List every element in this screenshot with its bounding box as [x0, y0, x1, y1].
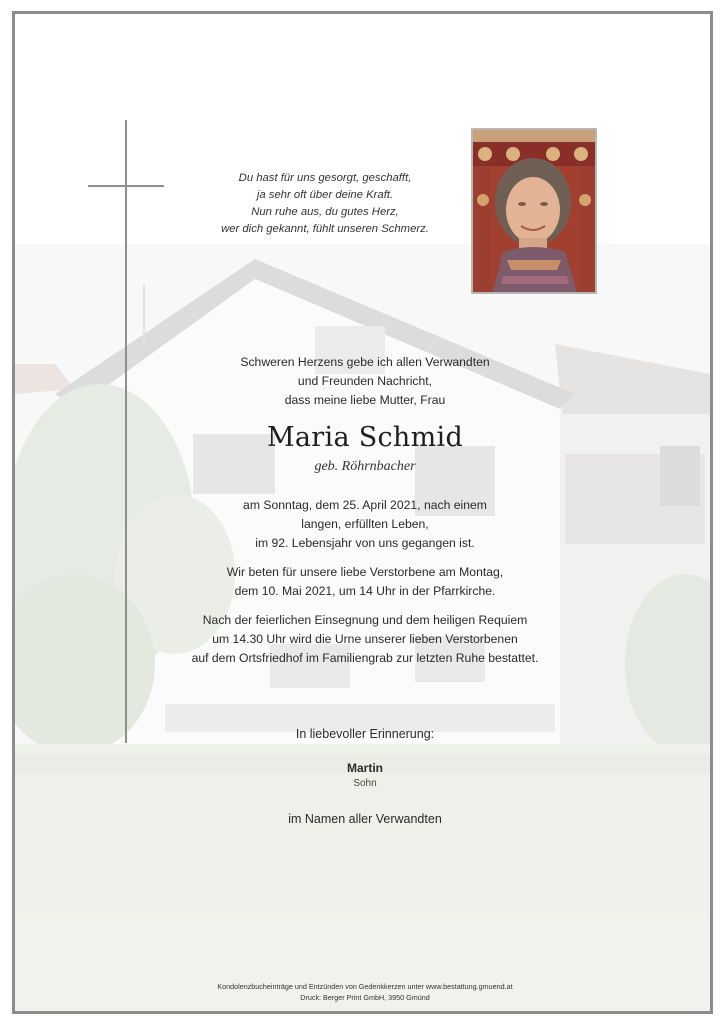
- burial-line: um 14.30 Uhr wird die Urne unserer lieben Verstorbenen: [212, 632, 518, 646]
- burial-line: auf dem Ortsfriedhof im Familiengrab zur letzten Ruhe bestattet.: [191, 651, 539, 665]
- mass-line: Wir beten für unsere liebe Verstorbene am Montag,: [226, 565, 504, 579]
- memorial-poem: [185, 170, 465, 238]
- prayer-notice: [165, 563, 565, 601]
- intro-line: dass meine liebe Mutter, Frau: [284, 393, 446, 407]
- mourner-relation: Sohn: [353, 778, 377, 789]
- death-line: im 92. Lebensjahr von uns gegangen ist.: [255, 536, 475, 550]
- deceased-birth-name: geb. Röhrnbacher: [314, 459, 416, 474]
- footer-condolence-line: Kondolenzbucheinträge und Entzünden von Gedenkkerzen unter www.bestattung.gmuend.at: [217, 982, 513, 991]
- cross-vertical-bar: [125, 120, 127, 743]
- poem-line: wer dich gekannt, fühlt unseren Schmerz.: [221, 223, 429, 235]
- cross-horizontal-bar: [88, 185, 164, 187]
- relatives-line: im Namen aller Verwandten: [288, 812, 442, 826]
- death-notice: [165, 496, 565, 553]
- announcement-intro: [165, 353, 565, 410]
- deceased-name: Maria Schmid: [266, 422, 464, 453]
- intro-line: Schweren Herzens gebe ich allen Verwandten: [240, 355, 490, 369]
- death-line: am Sonntag, dem 25. April 2021, nach einem: [243, 498, 487, 512]
- poem-line: ja sehr oft über deine Kraft.: [256, 189, 394, 201]
- mourner-name: Martin: [347, 761, 383, 775]
- portrait-photo: [471, 128, 597, 294]
- burial-line: Nach der feierlichen Einsegnung und dem heiligen Requiem: [202, 613, 528, 627]
- footer: [165, 981, 565, 1003]
- intro-line: und Freunden Nachricht,: [297, 374, 433, 388]
- burial-notice: [165, 611, 565, 668]
- memory-label: In liebevoller Erinnerung:: [295, 727, 435, 741]
- mass-line: dem 10. Mai 2021, um 14 Uhr in der Pfarrkirche.: [234, 584, 496, 598]
- death-line: langen, erfüllten Leben,: [301, 517, 429, 531]
- poem-line: Du hast für uns gesorgt, geschafft,: [238, 172, 412, 184]
- poem-line: Nun ruhe aus, du gutes Herz,: [251, 206, 399, 218]
- footer-print-line: Druck: Berger Print GmbH, 3950 Gmünd: [300, 993, 430, 1002]
- parte-frame: [12, 11, 713, 1014]
